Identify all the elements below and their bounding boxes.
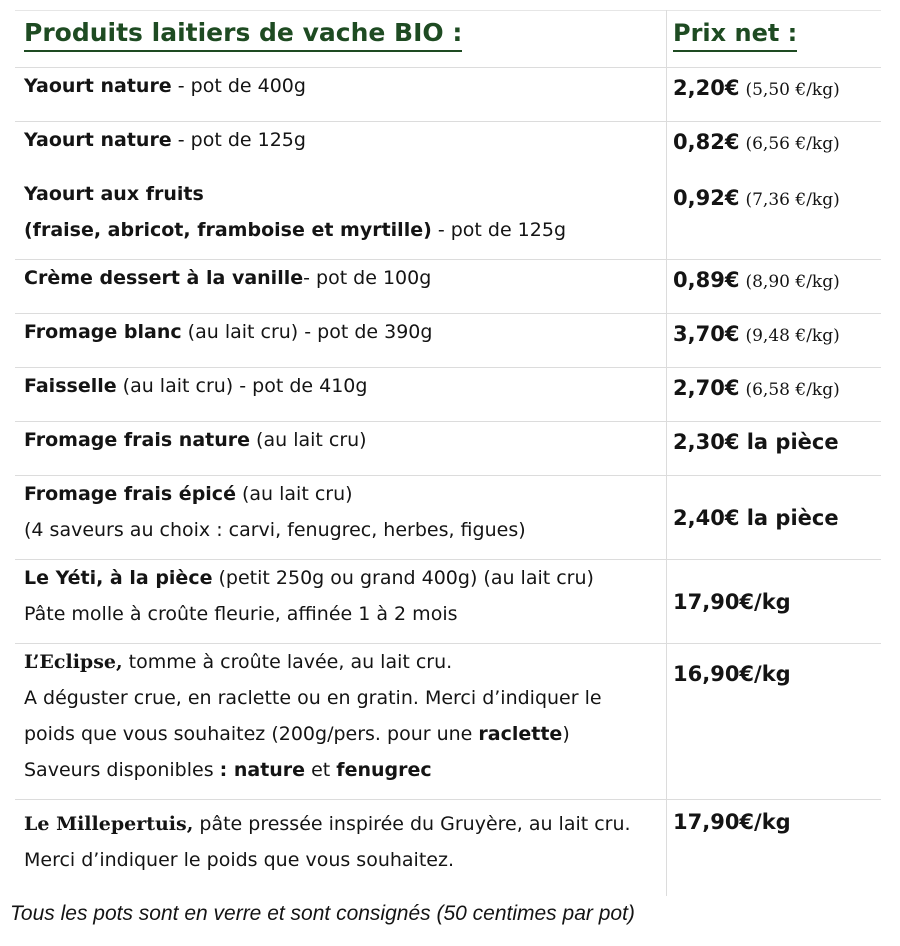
product-name: Yaourt nature (24, 129, 172, 151)
product-detail: - pot de 400g (171, 75, 306, 97)
price-per-kg: (7,36 €/kg) (745, 190, 840, 210)
product-name: Le Millepertuis, (24, 813, 194, 835)
price-value: 2,40€ la pièce (673, 505, 839, 530)
table-row (15, 560, 881, 644)
product-name: Fromage blanc (24, 321, 182, 343)
product-detail: - pot de 125g (171, 129, 306, 151)
table-row (15, 644, 881, 800)
price-value: 2,30€ la pièce (673, 430, 839, 454)
table-row (15, 368, 881, 422)
product-name: Le Yéti, à la pièce (24, 567, 213, 589)
product-flavor: : nature (219, 759, 306, 781)
table-row (15, 422, 881, 476)
table-row (15, 260, 881, 314)
table-row (15, 476, 881, 560)
product-detail: - pot de 100g (303, 267, 432, 289)
table-row (15, 68, 881, 122)
product-detail: (au lait cru) - pot de 390g (181, 321, 433, 343)
product-name: Faisselle (24, 375, 117, 397)
price-per-kg: (9,48 €/kg) (745, 326, 840, 346)
product-detail: tomme à croûte lavée, au lait cru. (122, 651, 453, 673)
price-per-kg: (6,56 €/kg) (745, 134, 840, 154)
table-row (15, 800, 881, 896)
product-detail: pâte pressée inspirée du Gruyère, au lait cru. (193, 813, 631, 835)
footnote: Tous les pots sont en verre et sont consignés (50 centimes par pot) (10, 902, 635, 925)
product-description: Saveurs disponibles (24, 759, 220, 781)
product-name: Fromage frais épicé (24, 483, 236, 505)
product-description: Pâte molle à croûte fleurie, affinée 1 à 2 mois (24, 603, 458, 625)
table-row (15, 122, 881, 260)
product-description: poids que vous souhaitez (200g/pers. pour une (24, 723, 479, 745)
product-highlight: raclette (478, 723, 563, 745)
product-name: L’Eclipse, (24, 651, 123, 673)
price-value: 16,90€/kg (673, 662, 791, 686)
product-name: Yaourt aux fruits (24, 183, 204, 205)
header-price-cell (667, 11, 882, 68)
price-per-kg: (8,90 €/kg) (745, 272, 840, 292)
product-description: Merci d’indiquer le poids que vous souhaitez. (24, 849, 454, 871)
product-description: A déguster crue, en raclette ou en gratin. Merci d’indiquer le (24, 687, 602, 709)
table-header-row (15, 11, 881, 68)
product-name: Yaourt nature (24, 75, 172, 97)
product-detail: - pot de 125g (431, 219, 567, 241)
price-value: 0,89€ (673, 268, 740, 292)
product-description: (4 saveurs au choix : carvi, fenugrec, herbes, figues) (24, 519, 526, 541)
product-detail: (au lait cru) - pot de 410g (116, 375, 368, 397)
price-per-kg: (5,50 €/kg) (745, 80, 840, 100)
header-product-cell (15, 11, 667, 68)
price-value: 17,90€/kg (673, 810, 791, 834)
product-detail: (au lait cru) (235, 483, 353, 505)
product-description: ) (562, 723, 570, 745)
product-flavor: fenugrec (336, 759, 432, 781)
price-value: 3,70€ (673, 322, 740, 346)
price-table (15, 10, 881, 896)
price-per-kg: (6,58 €/kg) (745, 380, 840, 400)
product-name: Fromage frais nature (24, 429, 251, 451)
table-row (15, 314, 881, 368)
product-name-extra: (fraise, abricot, framboise et myrtille) (24, 219, 432, 241)
product-detail: (petit 250g ou grand 400g) (au lait cru) (212, 567, 594, 589)
product-detail: (au lait cru) (250, 429, 367, 451)
price-value: 2,20€ (673, 76, 740, 100)
product-name: Crème dessert à la vanille (24, 267, 304, 289)
price-value: 0,92€ (673, 186, 740, 210)
price-value: 17,90€/kg (673, 589, 791, 614)
product-description: et (305, 759, 337, 781)
price-column-title: Prix net : (673, 18, 797, 52)
price-value: 2,70€ (673, 376, 740, 400)
product-column-title: Produits laitiers de vache BIO : (24, 18, 462, 52)
price-value: 0,82€ (673, 130, 740, 154)
